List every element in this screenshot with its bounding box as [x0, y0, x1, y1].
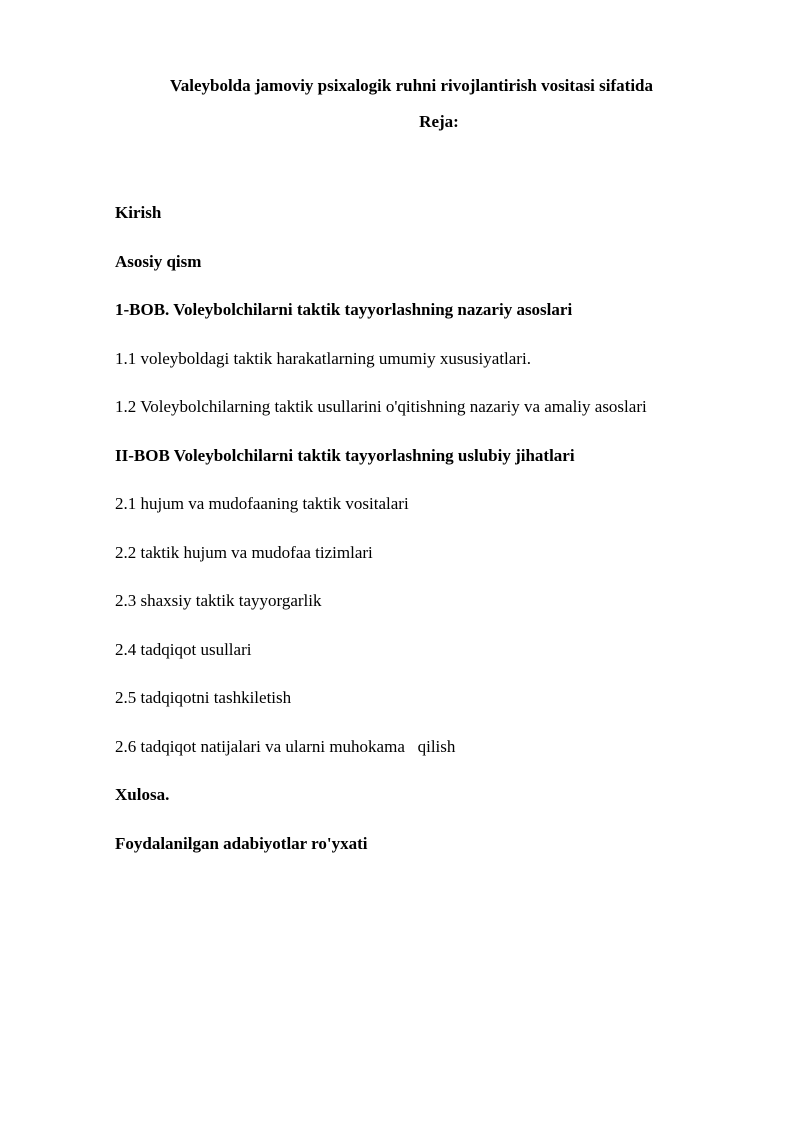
toc-item: 2.1 hujum va mudofaaning taktik vositalari	[115, 494, 409, 513]
toc-item: 2.3 shaxsiy taktik tayyorgarlik	[115, 591, 322, 610]
toc-item: 1.2 Voleybolchilarning taktik usullarini o'qitishning nazariy va amaliy asoslari	[115, 397, 647, 416]
toc-item: II-BOB Voleybolchilarni taktik tayyorlashning uslubiy jihatlari	[115, 445, 575, 465]
toc-item: Asosiy qism	[115, 251, 202, 271]
toc-item: 2.6 tadqiqot natijalari va ularni muhokama qilish	[115, 736, 456, 756]
toc-item: 1.1 voleyboldagi taktik harakatlarning umumiy xususiyatlari.	[115, 348, 531, 368]
toc-item: 2.2 taktik hujum va mudofaa tizimlari	[115, 542, 373, 562]
toc-item: 2.4 tadqiqot usullari	[115, 639, 252, 659]
table-of-contents	[115, 202, 755, 881]
toc-item: Foydalanilgan adabiyotlar ro'yxati	[115, 833, 368, 853]
toc-item: 1-BOB. Voleybolchilarni taktik tayyorlashning nazariy asoslari	[115, 300, 573, 319]
toc-item: Kirish	[115, 203, 162, 222]
document-title: Valeybolda jamoviy psixalogik ruhni rivojlantirish vositasi sifatida	[170, 76, 653, 95]
toc-item: Xulosa.	[115, 785, 170, 804]
toc-item: 2.5 tadqiqotni tashkiletish	[115, 688, 292, 707]
document-subtitle: Reja:	[419, 112, 459, 131]
